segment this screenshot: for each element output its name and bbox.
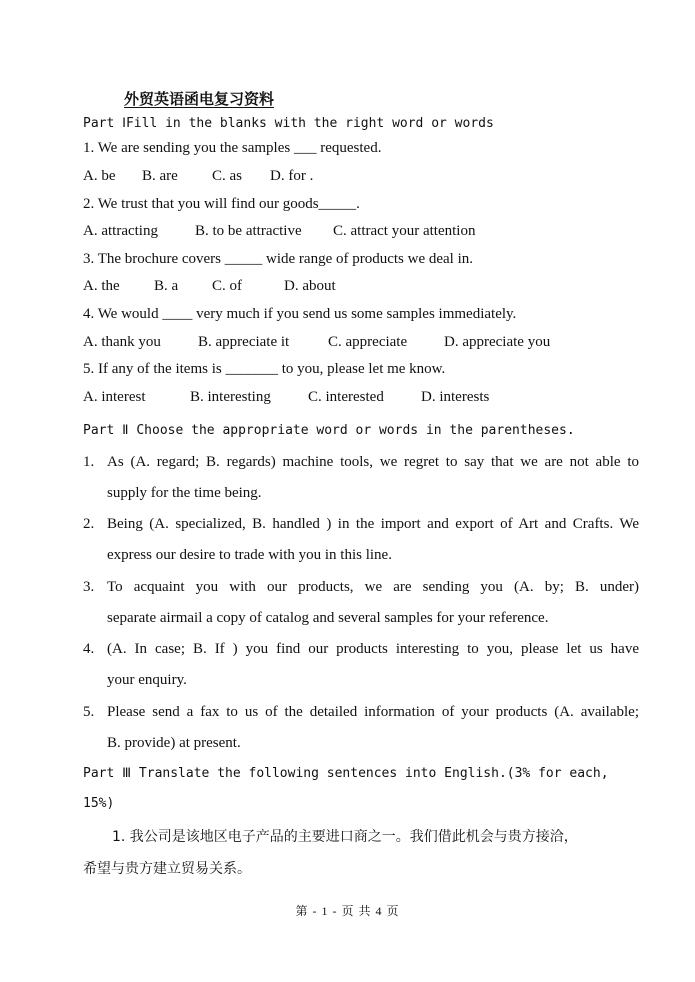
- part2-item-5-line1: Please send a fax to us of the detailed information of your products (A. available;: [107, 704, 639, 720]
- part2-item-3-line1: To acquaint you with our products, we are sending you (A. by; B. under): [107, 579, 639, 595]
- part2-item-1-line2: supply for the time being.: [107, 485, 262, 501]
- option: A. attracting: [83, 223, 158, 239]
- option: B. appreciate it: [198, 334, 290, 350]
- item-number: 2.: [83, 516, 95, 532]
- option: B. interesting: [190, 389, 271, 405]
- option: B. are: [142, 168, 178, 184]
- item-number: 5.: [83, 704, 95, 720]
- options-3: [83, 278, 336, 295]
- question-2: 2. We trust that you will find our goods_____.: [83, 196, 360, 212]
- part2-item-2-line2: express our desire to trade with you in this line.: [107, 547, 392, 563]
- option: A. interest: [83, 389, 146, 405]
- option: D. interests: [421, 389, 490, 405]
- options-5: [83, 389, 489, 406]
- page-footer: 第 - 1 - 页 共 4 页: [295, 904, 400, 918]
- part2-item-3-line2: separate airmail a copy of catalog and several samples for your reference.: [107, 610, 549, 626]
- question-3: 3. The brochure covers _____ wide range of products we deal in.: [83, 251, 474, 267]
- question-1: 1. We are sending you the samples ___ requested.: [83, 140, 382, 156]
- option: C. of: [212, 278, 242, 294]
- item-number: 3.: [83, 579, 95, 595]
- part2-item-1-line1: As (A. regard; B. regards) machine tools, we regret to say that we are not able to: [107, 454, 639, 470]
- option: C. interested: [308, 389, 384, 405]
- option: B. a: [154, 278, 179, 294]
- option: A. the: [83, 278, 120, 294]
- part2-item-4-line1: (A. In case; B. If ) you find our products interesting to you, please let us have: [107, 641, 639, 657]
- document-title: 外贸英语函电复习资料: [124, 90, 275, 108]
- item-number: 4.: [83, 641, 95, 657]
- options-2: [83, 223, 475, 240]
- option: D. about: [284, 278, 336, 294]
- options-4: [83, 334, 550, 351]
- question-4: 4. We would ____ very much if you send us some samples immediately.: [83, 306, 517, 322]
- option: C. attract your attention: [333, 223, 476, 239]
- translation-sentence-1-cont: 希望与贵方建立贸易关系。: [83, 861, 251, 877]
- part2-item-5-line2: B. provide) at present.: [107, 735, 241, 751]
- option: A. be: [83, 168, 116, 184]
- part2-item-4-line2: your enquiry.: [107, 672, 187, 688]
- option: A. thank you: [83, 334, 161, 350]
- option: D. for .: [270, 168, 314, 184]
- part3-heading: Part Ⅲ Translate the following sentences into English.(3% for each,: [83, 766, 609, 781]
- option: B. to be attractive: [195, 223, 302, 239]
- part2-heading: Part Ⅱ Choose the appropriate word or words in the parentheses.: [83, 423, 575, 438]
- part3-heading-cont: 15%): [83, 796, 115, 811]
- item-number: 1.: [83, 454, 95, 470]
- translation-sentence-1: 1. 我公司是该地区电子产品的主要进口商之一。我们借此机会与贵方接洽，: [112, 829, 578, 845]
- question-5: 5. If any of the items is _______ to you, please let me know.: [83, 361, 446, 377]
- part2-item-2-line1: Being (A. specialized, B. handled ) in the import and export of Art and Crafts. We: [107, 516, 639, 532]
- option: D. appreciate you: [444, 334, 551, 350]
- option: C. as: [212, 168, 242, 184]
- option: C. appreciate: [328, 334, 408, 350]
- options-1: [83, 168, 313, 185]
- part1-heading: Part ⅠFill in the blanks with the right word or words: [83, 116, 494, 131]
